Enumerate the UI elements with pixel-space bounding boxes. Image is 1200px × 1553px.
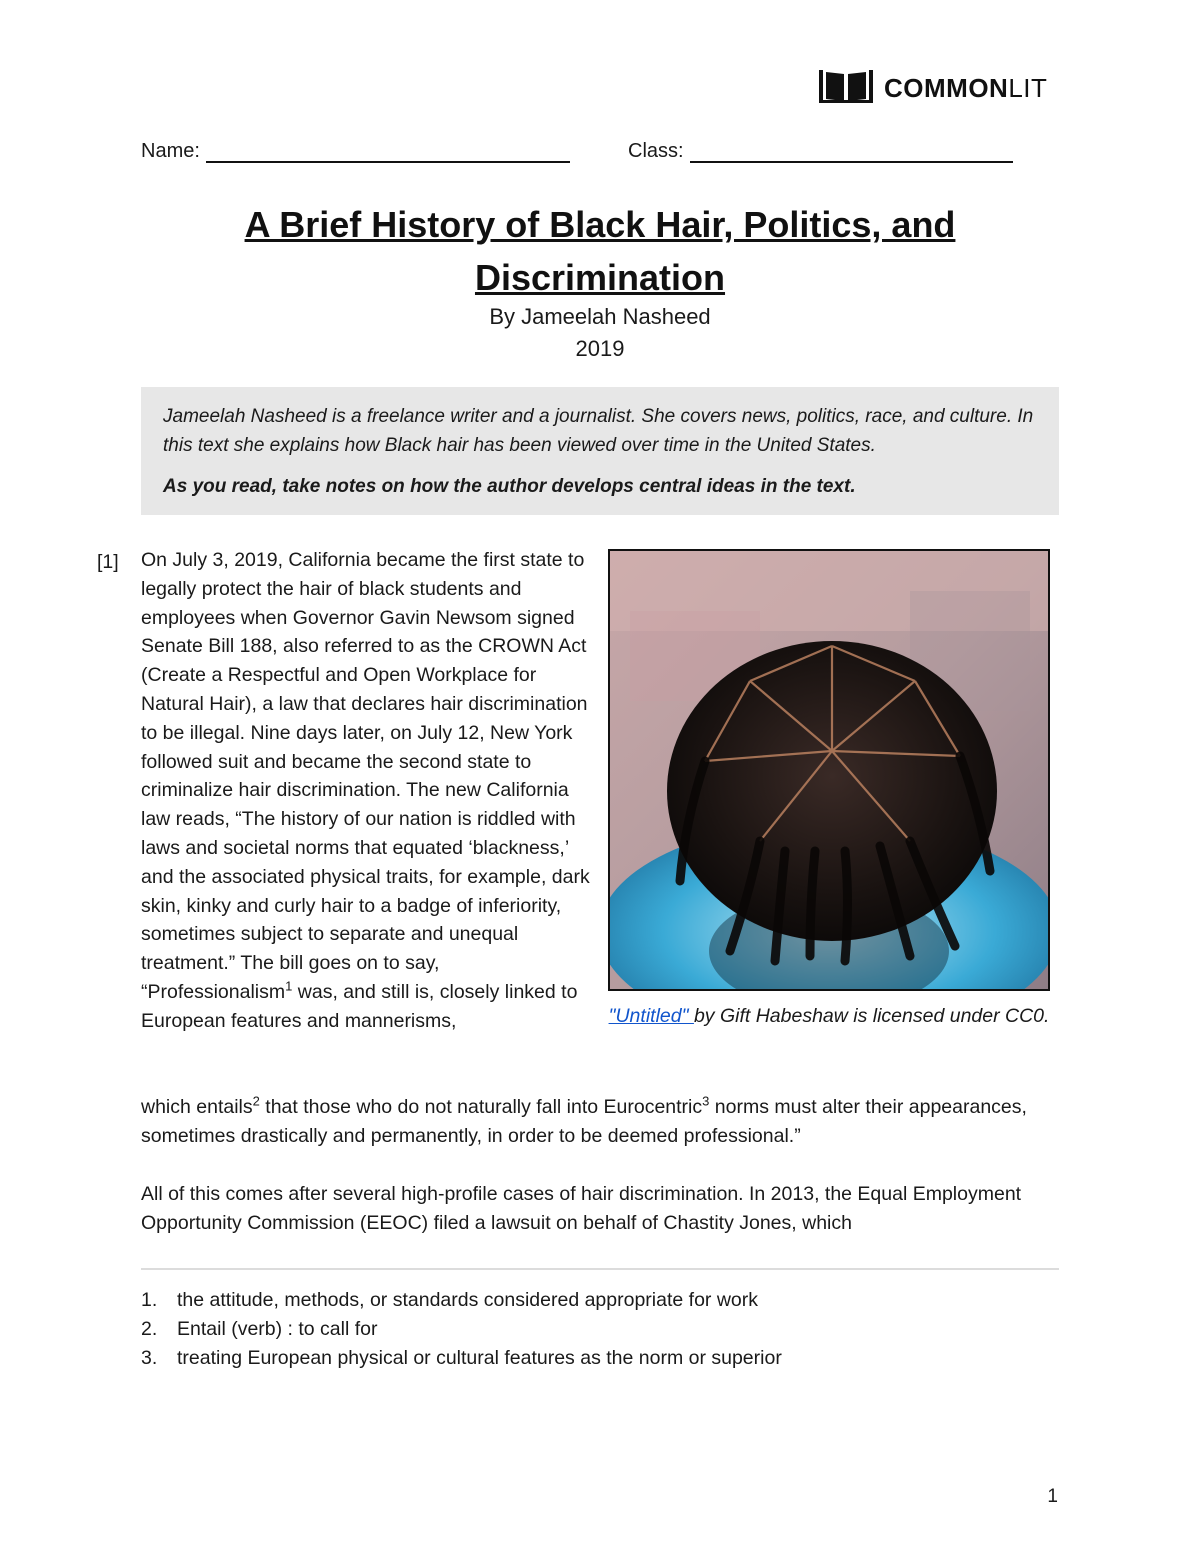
logo-wordmark: COMMONLIT — [884, 72, 1048, 103]
intro-box — [141, 387, 1059, 515]
name-blank-line[interactable] — [206, 141, 570, 163]
image-caption: "Untitled" by Gift Habeshaw is licensed under CC0. — [608, 1005, 1050, 1027]
byline: By Jameelah Nasheed — [489, 304, 711, 329]
class-field[interactable] — [628, 140, 1013, 163]
paragraph-1-continuation: which entails$^2$ that those who do not naturally fall into Eurocentric$^3$ norms must alter their appearances, sometimes drastically and permanently, in order to be deemed professional.” — [141, 1093, 1027, 1147]
class-label: Class: — [628, 140, 684, 162]
footnotes-list — [141, 1286, 782, 1373]
braided-hair-photo — [608, 549, 1050, 991]
footnote-item: 2. Entail (verb) : to call for — [141, 1318, 378, 1340]
page-number: 1 — [1047, 1486, 1058, 1507]
class-blank-line[interactable] — [690, 141, 1013, 163]
intro-text: Jameelah Nasheed is a freelance writer and a journalist. She covers news, politics, race, and culture. In this text she explains how Black hair has been viewed over time in the United States. — [163, 406, 1034, 456]
paragraph-1-column: On July 3, 2019, California became the first state to legally protect the hair of black students and employees when Governor Gavin Newsom signed Senate Bill 188, also referred to as the CROWN Act (Create a Respectful and Open Workplace for Natural Hair), a law that declares hair discrimination to be illegal. Nine days later, on July 12, New York followed suit and became the second state to criminalize hair discrimination. The new California law reads, “The history of our nation is riddled with laws and societal norms that equated ‘blackness,’ and the associated physical traits, for example, dark skin, kinky and curly hair to a badge of inferiority, sometimes subject to separate and unequal treatment.” The bill goes on to say, “Professionalism$^1$ was, and still is, closely linked to European features and mannerisms, — [141, 549, 590, 1032]
open-book-icon — [818, 68, 874, 109]
publication-year: 2019 — [575, 336, 625, 361]
image-source-link[interactable]: "Untitled" — [608, 1005, 694, 1027]
footnote-item: 3. treating European physical or cultural features as the norm or superior — [141, 1347, 782, 1369]
footnote-divider — [141, 1268, 1059, 1270]
article-title: A Brief History of Black Hair, Politics, and Discrimination — [244, 204, 956, 298]
paragraph-2: All of this comes after several high-profile cases of hair discrimination. In 2013, the Equal Employment Opportunity Commission (EEOC) filed a lawsuit on behalf of Chastity Jones, which — [141, 1183, 1022, 1234]
reading-instruction: As you read, take notes on how the author develops central ideas in the text. — [163, 476, 856, 497]
footnote-item: 1. the attitude, methods, or standards considered appropriate for work — [141, 1289, 758, 1311]
commonlit-logo — [818, 68, 1047, 108]
name-label: Name: — [141, 140, 200, 162]
footnote-ref-2[interactable]: 2 — [252, 1093, 260, 1109]
footnote-ref-3[interactable]: 3 — [702, 1093, 710, 1109]
paragraph-number: [1] — [97, 551, 119, 573]
name-field[interactable] — [141, 140, 570, 163]
footnote-ref-1[interactable]: 1 — [285, 978, 293, 994]
